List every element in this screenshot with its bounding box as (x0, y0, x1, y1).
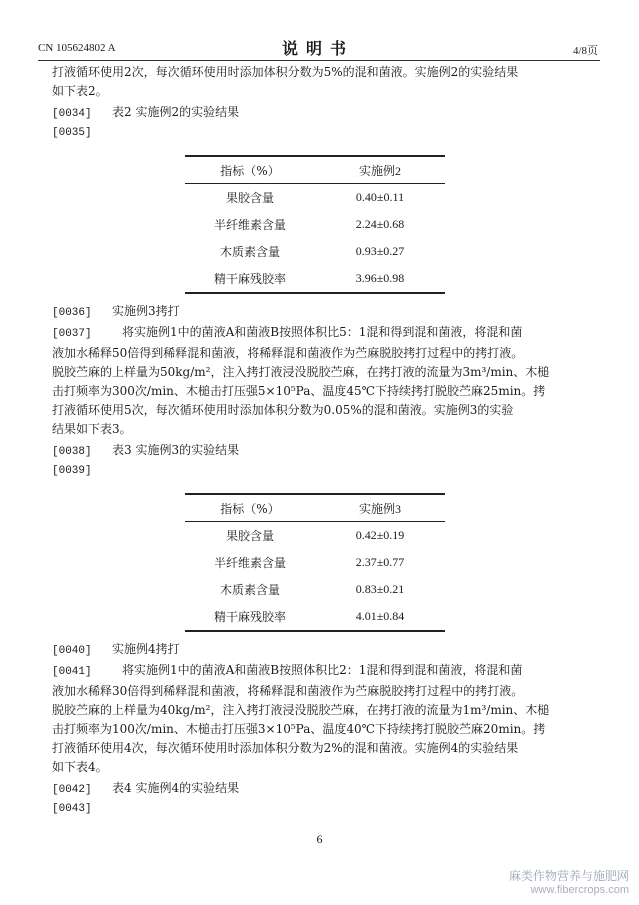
table-cell: 半纤维素含量 (213, 556, 286, 570)
paragraph-number: [0038] (52, 446, 92, 458)
text-line (52, 323, 592, 344)
paragraph-number: [0041] (52, 666, 92, 678)
column-header: 指标（%） (185, 494, 315, 522)
table-cell: 果胶含量 (225, 191, 274, 205)
text-line: 脱胶苎麻的上样量为50kg/m²，注入拷打液浸没脱胶苎麻，在拷打液的流量为3m³/min、木槌 (52, 365, 550, 379)
paragraph-number: [0036] (52, 307, 92, 319)
page-header (38, 36, 598, 58)
text-line: 击打频率为300次/min、木槌击打压强5×10⁵Pa、温度45℃下持续拷打脱胶苎麻25min。拷 (52, 384, 546, 398)
table-row (185, 211, 445, 238)
table-caption: 表3 实施例3的实验结果 (112, 443, 240, 457)
table-row (185, 549, 445, 576)
results-table-2 (185, 155, 445, 294)
page-number: 6 (316, 832, 323, 846)
table-cell: 0.83±0.21 (355, 582, 405, 596)
column-header: 实施例3 (315, 494, 445, 522)
table-cell: 木质素含量 (219, 245, 280, 259)
section-heading: 实施例3拷打 (112, 304, 180, 318)
table-caption: 表4 实施例4的实验结果 (112, 781, 240, 795)
paragraph-number: [0034] (52, 108, 92, 120)
watermark-url: www.fibercrops.com (530, 884, 629, 896)
table-cell: 精干麻残胶率 (185, 265, 315, 293)
table-cell: 0.93±0.27 (355, 244, 405, 258)
watermark (509, 869, 629, 897)
table-cell: 2.37±0.77 (355, 555, 405, 569)
text-line: 击打频率为100次/min、木槌击打压强3×10⁵Pa、温度40℃下持续拷打脱胶苎麻20min。拷 (52, 722, 546, 736)
table-cell: 果胶含量 (225, 529, 274, 543)
paragraph-number: [0040] (52, 645, 92, 657)
table-row (185, 238, 445, 265)
text-line: 如下表4。 (52, 760, 108, 774)
table-caption: 表2 实施例2的实验结果 (112, 105, 240, 119)
table-row (185, 265, 445, 293)
table-row (185, 522, 445, 550)
paragraph-number: [0042] (52, 784, 92, 796)
text-line: 打液循环使用2次，每次循环使用时添加体积分数为5%的混和菌液。实施例2的实验结果 (52, 65, 519, 79)
section-heading-line (52, 302, 592, 323)
table-cell: 2.24±0.68 (355, 217, 405, 231)
table-caption-line (52, 441, 592, 462)
table-row (185, 576, 445, 603)
table-cell: 4.01±0.84 (315, 603, 445, 631)
table-caption-line (52, 779, 592, 800)
table-cell: 3.96±0.98 (315, 265, 445, 293)
results-table-3 (185, 493, 445, 632)
text-line: 打液循环使用4次，每次循环使用时添加体积分数为2%的混和菌液。实施例4的实验结果 (52, 741, 519, 755)
paragraph-number: [0039] (52, 465, 92, 477)
table-row (185, 184, 445, 212)
table-row (185, 603, 445, 631)
table-header-row (185, 156, 445, 184)
column-header: 实施例2 (315, 156, 445, 184)
table-cell: 木质素含量 (219, 583, 280, 597)
section-heading-line (52, 640, 592, 661)
table-caption-line (52, 103, 592, 124)
page-indicator: 4/8页 (572, 45, 598, 57)
paragraph-number: [0035] (52, 127, 92, 139)
paragraph-text: 将实施例1中的菌液A和菌液B按照体积比5：1混和得到混和菌液，将混和菌 (122, 325, 523, 339)
table-header-row (185, 494, 445, 522)
text-line: 如下表2。 (52, 84, 108, 98)
text-line: 液加水稀释30倍得到稀释混和菌液，将稀释混和菌液作为苎麻脱胶拷打过程中的拷打液。 (52, 684, 524, 698)
section-heading: 实施例4拷打 (112, 642, 180, 656)
text-line (52, 661, 592, 682)
header-divider (38, 60, 600, 61)
text-line: 打液循环使用5次，每次循环使用时添加体积分数为0.05%的混和菌液。实施例3的实验 (52, 403, 514, 417)
text-line: 脱胶苎麻的上样量为40kg/m²，注入拷打液浸没脱胶苎麻，在拷打液的流量为1m³/min、木槌 (52, 703, 550, 717)
text-line: 液加水稀释50倍得到稀释混和菌液，将稀释混和菌液作为苎麻脱胶拷打过程中的拷打液。 (52, 346, 524, 360)
table-cell: 0.42±0.19 (355, 528, 405, 542)
document-title: 说明书 (281, 39, 354, 58)
paragraph-number: [0037] (52, 328, 92, 340)
document-body (52, 63, 592, 819)
patent-number: CN 105624802 A (38, 42, 116, 54)
table-cell: 精干麻残胶率 (185, 603, 315, 631)
column-header: 指标（%） (185, 156, 315, 184)
paragraph-text: 将实施例1中的菌液A和菌液B按照体积比2：1混和得到混和菌液，将混和菌 (122, 663, 523, 677)
text-line: 结果如下表3。 (52, 422, 132, 436)
table-cell: 0.40±0.11 (355, 190, 405, 204)
table-cell: 半纤维素含量 (213, 218, 286, 232)
watermark-site-name: 麻类作物营养与施肥网 (508, 869, 629, 883)
paragraph-number: [0043] (52, 803, 92, 815)
